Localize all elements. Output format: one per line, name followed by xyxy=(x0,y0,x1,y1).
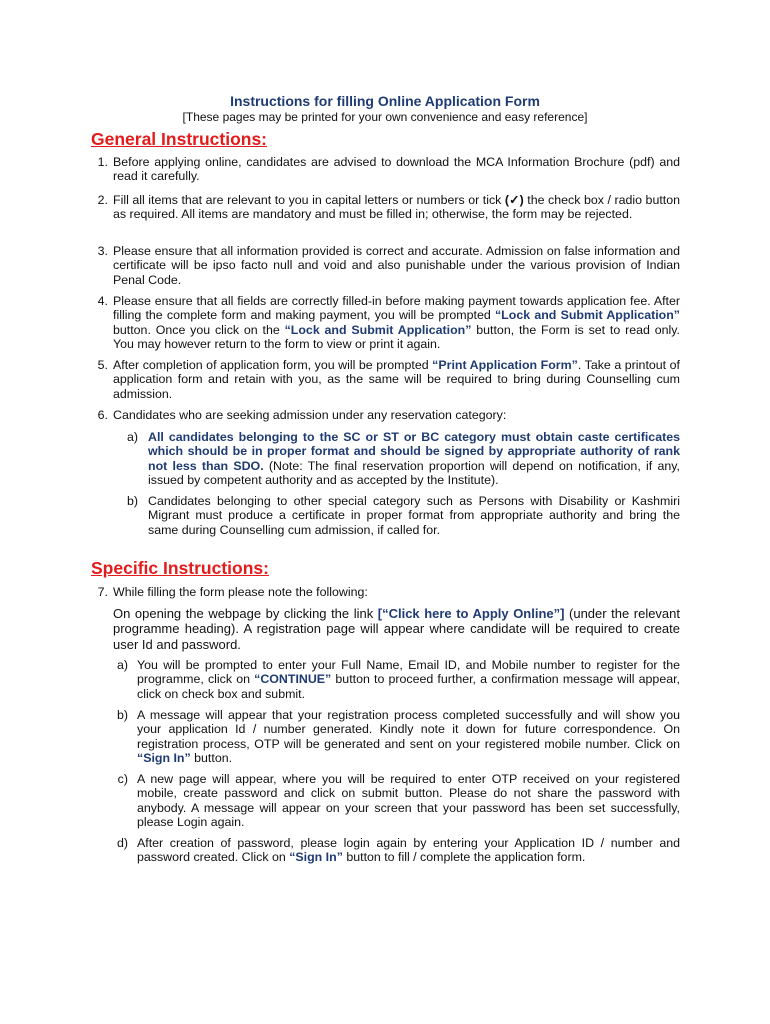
lock-submit-label: “Lock and Submit Application” xyxy=(284,322,472,337)
item-number: 1. xyxy=(97,155,108,169)
general-instructions-heading: General Instructions: xyxy=(91,129,268,149)
instruction-item-5: After completion of application form, you will be prompted “Print Application Form”. Take a printout of application form and retain with you, as the same will be required to bring during Counselling cum admission. xyxy=(113,358,681,401)
item-number: 5. xyxy=(97,358,108,372)
specific-sub-item-b: A message will appear that your registration process completed successfully and will show you your application Id / number generated. Kindly note it down for future correspondence. On registration process, OTP will be generated and sent on your registered mobile number. Click on “Sign In” button. xyxy=(137,708,680,766)
instruction-item-7: While filling the form please note the following: xyxy=(113,585,368,599)
instruction-item-1: Before applying online, candidates are advised to download the MCA Information Brochure (pdf) and read it carefully. xyxy=(113,155,680,184)
item-number: 2. xyxy=(97,193,108,207)
apply-online-paragraph: On opening the webpage by clicking the link [“Click here to Apply Online”] (under the relevant programme heading). A registration page will appear where candidate will be required to create user Id and password. xyxy=(113,606,681,652)
sign-in-label: “Sign In” xyxy=(137,751,191,766)
instruction-item-6: Candidates who are seeking admission under any reservation category: xyxy=(113,408,507,422)
item-number: 6. xyxy=(97,408,108,422)
sub-item-letter: a) xyxy=(126,430,138,444)
sub-item-letter: a) xyxy=(116,658,128,672)
document-subtitle: [These pages may be printed for your own convenience and easy reference] xyxy=(182,110,588,124)
instruction-item-4: Please ensure that all fields are correctly filled-in before making payment towards application fee. After filling the complete form and making payment, you will be prompted “Lock and Submit Application” button. Once you click on the “Lock and Submit Application” button, the Form is set to read only. You may however return to the form to view or print it again. xyxy=(113,294,681,352)
tick-mark: (✓) xyxy=(504,193,524,207)
item-number: 7. xyxy=(97,585,108,599)
sign-in-label: “Sign In” xyxy=(289,850,343,865)
continue-label: “CONTINUE” xyxy=(254,672,332,687)
sub-item-letter: c) xyxy=(117,772,128,786)
sub-item-letter: d) xyxy=(116,836,128,850)
print-form-label: “Print Application Form” xyxy=(432,358,578,372)
instruction-item-3: Please ensure that all information provided is correct and accurate. Admission on false information and certificate will be ipso facto null and void and also punishable under the various provision of Indian Penal Code. xyxy=(113,244,680,287)
specific-instructions-heading: Specific Instructions: xyxy=(91,558,269,578)
lock-submit-label: “Lock and Submit Application” xyxy=(494,308,681,323)
specific-sub-item-d: After creation of password, please login again by entering your Application ID / number and password created. Click on “Sign In” button to fill / complete the application form. xyxy=(137,836,680,865)
reservation-sub-item-a: All candidates belonging to the SC or ST or BC category must obtain caste certificates which should be in proper format and should be signed by appropriate authority of rank not less than SDO. (Note: The final reservation proportion will depend on notification, if any, issued by competent authority and as accepted by the Institute). xyxy=(148,430,681,488)
specific-sub-item-a: You will be prompted to enter your Full Name, Email ID, and Mobile number to register for the programme, click on “CONTINUE” button to proceed further, a confirmation message will appear, click on check box and submit. xyxy=(137,658,680,701)
instruction-item-2: Fill all items that are relevant to you in capital letters or numbers or tick (✓) the check box / radio button as required. All items are mandatory and must be filled in; otherwise, the form may be rejected. xyxy=(113,193,680,222)
sub-item-letter: b) xyxy=(116,708,128,722)
document-title: Instructions for filling Online Application Form xyxy=(230,93,540,109)
reservation-sub-item-b: Candidates belonging to other special category such as Persons with Disability or Kashmiri Migrant must produce a certificate in proper format from appropriate authority and bring the same during Counselling cum admission, if called for. xyxy=(148,494,680,537)
item-number: 4. xyxy=(97,294,108,308)
specific-sub-item-c: A new page will appear, where you will be required to enter OTP received on your registered mobile, create password and click on submit button. Please do not share the password with anybody. A message will appear on your screen that your password has been set successfully, please Login again. xyxy=(137,772,680,830)
item-number: 3. xyxy=(97,244,108,258)
apply-online-link-label: [“Click here to Apply Online”] xyxy=(377,606,565,621)
sub-item-letter: b) xyxy=(126,494,138,508)
